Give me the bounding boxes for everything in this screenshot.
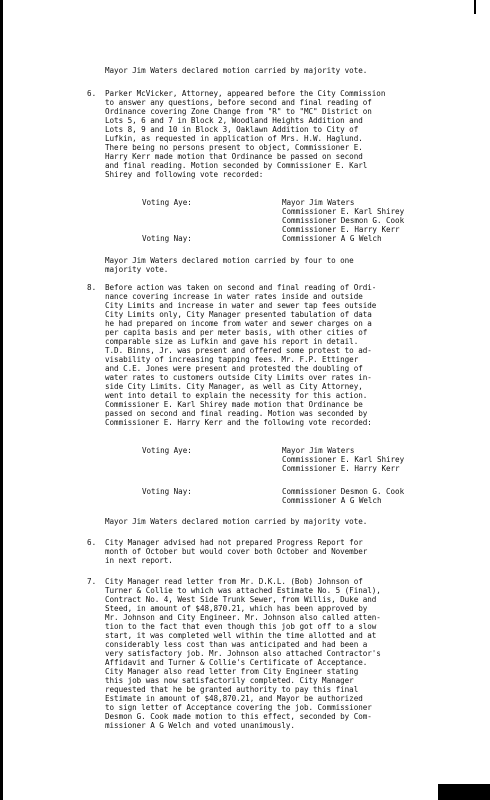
voting-nay-label: Voting Nay: — [142, 234, 192, 243]
paragraph-line: Commissioner E. Harry Kerr and the following vote recorded: — [105, 418, 372, 427]
scan-artifact-bottom-right — [438, 784, 490, 800]
paragraph-line: Steed, in amount of $48,870.21, which has been approved by — [105, 604, 368, 613]
voting-nay-label: Voting Nay: — [142, 487, 192, 496]
paragraph-line: nance covering increase in water rates inside and outside — [105, 292, 363, 301]
paragraph-line: Turner & Collie to which was attached Estimate No. 5 (Final), — [105, 586, 381, 595]
paragraph-line: City Limits only, City Manager presented tabulation of data — [105, 310, 372, 319]
scan-artifact-top-right — [474, 0, 476, 14]
paragraph-line: Harry Kerr made motion that Ordinance be passed on second — [105, 152, 363, 161]
paragraph-line: water rates to customers outside City Limits over rates in- — [105, 373, 372, 382]
paragraph-line: City Manager advised had not prepared Progress Report for — [105, 538, 363, 547]
voter-name: Mayor Jim Waters — [282, 446, 355, 455]
voter-name: Commissioner E. Harry Kerr — [282, 225, 400, 234]
paragraph-line: and C.E. Jones were present and protested the doubling of — [105, 364, 363, 373]
paragraph-line: per capita basis and per meter basis, with other cities of — [105, 328, 368, 337]
paragraph-line: City Manager also read letter from City Engineer stating — [105, 667, 359, 676]
paragraph-line: T.D. Binns, Jr. was present and offered some protest to ad- — [105, 346, 372, 355]
paragraph-line: Before action was taken on second and final reading of Ordi- — [105, 283, 377, 292]
result-line: Mayor Jim Waters declared motion carried by four to one — [105, 256, 354, 265]
paragraph-line: City Manager read letter from Mr. D.K.L. (Bob) Johnson of — [105, 577, 363, 586]
item-number: 6. — [87, 538, 97, 547]
voter-name: Mayor Jim Waters — [282, 198, 355, 207]
item-number: 8. — [87, 283, 97, 292]
paragraph-line: Ordinance covering Zone Change from "R" to "MC" District on — [105, 107, 372, 116]
paragraph-line: passed on second and final reading. Motion was seconded by — [105, 409, 368, 418]
paragraph-line: Lots 8, 9 and 10 in Block 3, Oaklawn Addition to City of — [105, 125, 359, 134]
paragraph-line: Contract No. 4, West Side Trunk Sewer, from Willis, Duke and — [105, 595, 377, 604]
paragraph-line: Shirey and following vote recorded: — [105, 170, 264, 179]
voting-aye-label: Voting Aye: — [142, 446, 192, 455]
paragraph-line: visability of increasing tapping fees. Mr. F.P. Ettinger — [105, 355, 359, 364]
voter-name: Commissioner A G Welch — [282, 496, 382, 505]
paragraph-line: very satisfactory job. Mr. Johnson also attached Contractor's — [105, 649, 381, 658]
paragraph-line: requested that he be granted authority to pay this final — [105, 685, 359, 694]
paragraph-line: and final reading. Motion seconded by Commissioner E. Karl — [105, 161, 368, 170]
paragraph-line: he had prepared on income from water and sewer charges on a — [105, 319, 372, 328]
paragraph-line: City Limits and increase in water and sewer tap fees outside — [105, 301, 377, 310]
paragraph-line: Parker McVicker, Attorney, appeared before the City Commission — [105, 89, 386, 98]
paragraph-line: in next report. — [105, 556, 173, 565]
intro-line: Mayor Jim Waters declared motion carried by majority vote. — [105, 66, 368, 75]
paragraph-line: Mr. Johnson and City Engineer. Mr. Johnson also called atten- — [105, 613, 381, 622]
paragraph-line: Commissioner E. Karl Shirey made motion that Ordinance be — [105, 400, 363, 409]
paragraph-line: this job was now satisfactorily completed. City Manager — [105, 676, 354, 685]
result-line: majority vote. — [105, 265, 169, 274]
voter-name: Commissioner Desmon G. Cook — [282, 487, 405, 496]
paragraph-line: missioner A G Welch and voted unanimously. — [105, 721, 295, 730]
item-number: 7. — [87, 577, 97, 586]
scan-edge-left — [0, 0, 3, 800]
paragraph-line: comparable size as Lufkin and gave his report in detail. — [105, 337, 359, 346]
paragraph-line: Desmon G. Cook made motion to this effect, seconded by Com- — [105, 712, 372, 721]
voter-name: Commissioner E. Karl Shirey — [282, 207, 405, 216]
voter-name: Commissioner Desmon G. Cook — [282, 216, 405, 225]
paragraph-line: side City Limits. City Manager, as well as City Attorney, — [105, 382, 363, 391]
paragraph-line: Lufkin, as requested in application of Mrs. H.W. Haglund. — [105, 134, 363, 143]
paragraph-line: tion to the fact that even though this job got off to a slow — [105, 622, 377, 631]
paragraph-line: Affidavit and Turner & Collie's Certificate of Acceptance. — [105, 658, 368, 667]
paragraph-line: considerably less cost than was anticipated and had been a — [105, 640, 368, 649]
paragraph-line: month of October but would cover both October and November — [105, 547, 368, 556]
paragraph-line: Estimate in amount of $48,870.21, and Mayor be authorized — [105, 694, 363, 703]
item-number: 6. — [87, 89, 97, 98]
paragraph-line: to answer any questions, before second and final reading of — [105, 98, 372, 107]
paragraph-line: start, it was completed well within the time allotted and at — [105, 631, 377, 640]
result-line: Mayor Jim Waters declared motion carried by majority vote. — [105, 517, 368, 526]
paragraph-line: to sign letter of Acceptance covering the job. Commissioner — [105, 703, 372, 712]
paragraph-line: Lots 5, 6 and 7 in Block 2, Woodland Heights Addition and — [105, 116, 363, 125]
voter-name: Commissioner A G Welch — [282, 234, 382, 243]
voter-name: Commissioner E. Harry Kerr — [282, 464, 400, 473]
paragraph-line: There being no persons present to object, Commissioner E. — [105, 143, 363, 152]
paragraph-line: went into detail to explain the necessity for this action. — [105, 391, 368, 400]
voter-name: Commissioner E. Karl Shirey — [282, 455, 405, 464]
voting-aye-label: Voting Aye: — [142, 198, 192, 207]
